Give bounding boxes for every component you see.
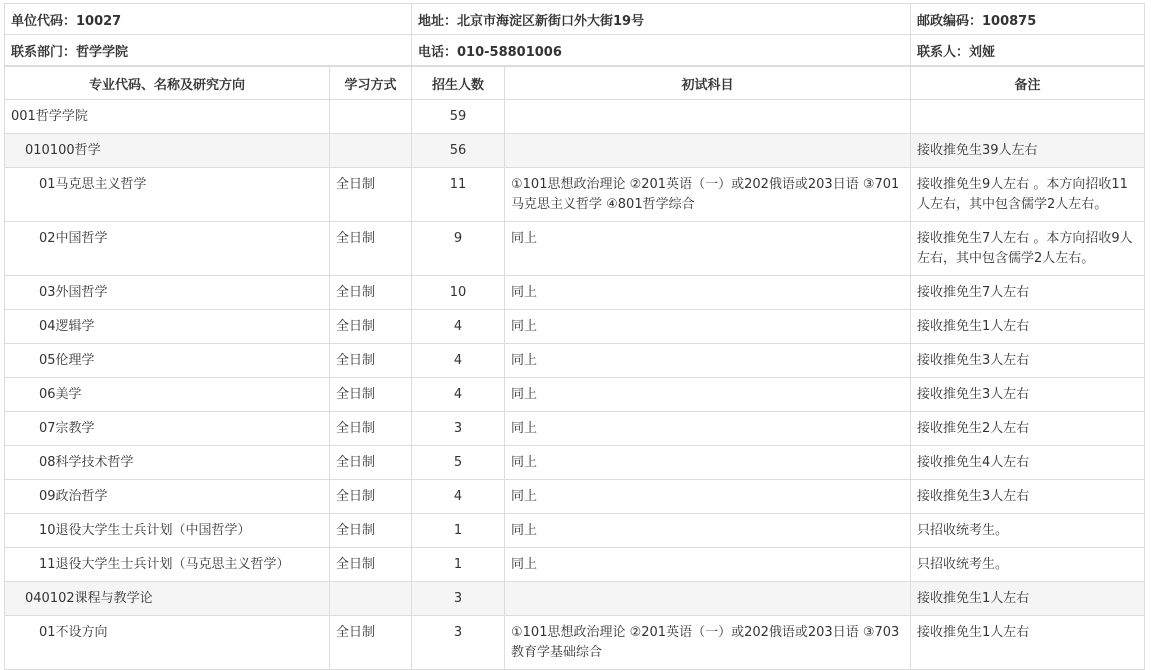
table-row: [5, 548, 1145, 582]
table-row: [5, 344, 1145, 378]
study-mode: [330, 134, 412, 168]
exam-subjects: 同上: [505, 446, 911, 480]
note: 接收推免生7人左右: [911, 276, 1145, 310]
note: 接收推免生3人左右: [911, 480, 1145, 514]
table-row: [5, 100, 1145, 134]
enrollment-count: 5: [412, 446, 505, 480]
column-header-enrollment: 招生人数: [412, 67, 505, 100]
column-header-major: 专业代码、名称及研究方向: [5, 67, 330, 100]
enrollment-count: 10: [412, 276, 505, 310]
note: 接收推免生4人左右: [911, 446, 1145, 480]
major-name: 09政治哲学: [5, 480, 330, 514]
enrollment-count: 11: [412, 168, 505, 222]
study-mode: [330, 582, 412, 616]
major-name: 03外国哲学: [5, 276, 330, 310]
exam-subjects: 同上: [505, 514, 911, 548]
admissions-document: [4, 3, 1144, 670]
table-row: [5, 582, 1145, 616]
table-row: [5, 616, 1145, 670]
exam-subjects: [505, 100, 911, 134]
exam-subjects: [505, 582, 911, 616]
enrollment-count: 4: [412, 310, 505, 344]
enrollment-count: 3: [412, 412, 505, 446]
contact-department: 联系部门：哲学学院: [5, 35, 412, 66]
enrollment-count: 4: [412, 378, 505, 412]
column-header-study-mode: 学习方式: [330, 67, 412, 100]
note: 接收推免生7人左右 。本方向招收9人左右，其中包含儒学2人左右。: [911, 222, 1145, 276]
major-name: 10退役大学生士兵计划（中国哲学）: [5, 514, 330, 548]
enrollment-count: 4: [412, 344, 505, 378]
table-row: [5, 222, 1145, 276]
major-name: 11退役大学生士兵计划（马克思主义哲学）: [5, 548, 330, 582]
exam-subjects: 同上: [505, 222, 911, 276]
study-mode: 全日制: [330, 378, 412, 412]
contact-person: 联系人：刘娅: [911, 35, 1145, 66]
study-mode: 全日制: [330, 514, 412, 548]
major-name: 01不设方向: [5, 616, 330, 670]
table-row: [5, 134, 1145, 168]
study-mode: 全日制: [330, 480, 412, 514]
table-row: [5, 446, 1145, 480]
enrollment-count: 4: [412, 480, 505, 514]
note: 接收推免生1人左右: [911, 582, 1145, 616]
major-name: 001哲学学院: [5, 100, 330, 134]
exam-subjects: 同上: [505, 412, 911, 446]
exam-subjects: [505, 134, 911, 168]
exam-subjects: ①101思想政治理论 ②201英语（一）或202俄语或203日语 ③703教育学基础综合: [505, 616, 911, 670]
study-mode: [330, 100, 412, 134]
address: 地址：北京市海淀区新街口外大街19号: [412, 4, 911, 35]
phone: 电话：010-58801006: [412, 35, 911, 66]
note: [911, 100, 1145, 134]
study-mode: 全日制: [330, 446, 412, 480]
enrollment-count: 1: [412, 514, 505, 548]
program-table: [4, 66, 1145, 670]
table-row: [5, 480, 1145, 514]
table-row: [5, 168, 1145, 222]
table-row: [5, 514, 1145, 548]
enrollment-count: 1: [412, 548, 505, 582]
exam-subjects: 同上: [505, 310, 911, 344]
note: 接收推免生1人左右: [911, 310, 1145, 344]
note: 接收推免生39人左右: [911, 134, 1145, 168]
study-mode: 全日制: [330, 222, 412, 276]
unit-code: 单位代码：10027: [5, 4, 412, 35]
info-row: [5, 35, 1145, 66]
major-name: 040102课程与教学论: [5, 582, 330, 616]
table-header-row: [5, 67, 1145, 100]
table-row: [5, 276, 1145, 310]
study-mode: 全日制: [330, 548, 412, 582]
major-name: 02中国哲学: [5, 222, 330, 276]
column-header-notes: 备注: [911, 67, 1145, 100]
enrollment-count: 3: [412, 616, 505, 670]
exam-subjects: ①101思想政治理论 ②201英语（一）或202俄语或203日语 ③701马克思主义哲学 ④801哲学综合: [505, 168, 911, 222]
enrollment-count: 3: [412, 582, 505, 616]
study-mode: 全日制: [330, 616, 412, 670]
note: 只招收统考生。: [911, 514, 1145, 548]
table-row: [5, 378, 1145, 412]
note: 接收推免生3人左右: [911, 378, 1145, 412]
column-header-exam-subjects: 初试科目: [505, 67, 911, 100]
exam-subjects: 同上: [505, 276, 911, 310]
enrollment-count: 56: [412, 134, 505, 168]
exam-subjects: 同上: [505, 480, 911, 514]
table-row: [5, 310, 1145, 344]
note: 接收推免生1人左右: [911, 616, 1145, 670]
major-name: 08科学技术哲学: [5, 446, 330, 480]
postcode: 邮政编码：100875: [911, 4, 1145, 35]
major-name: 01马克思主义哲学: [5, 168, 330, 222]
exam-subjects: 同上: [505, 344, 911, 378]
enrollment-count: 9: [412, 222, 505, 276]
study-mode: 全日制: [330, 412, 412, 446]
study-mode: 全日制: [330, 344, 412, 378]
note: 接收推免生2人左右: [911, 412, 1145, 446]
info-row: [5, 4, 1145, 35]
enrollment-count: 59: [412, 100, 505, 134]
note: 接收推免生3人左右: [911, 344, 1145, 378]
note: 只招收统考生。: [911, 548, 1145, 582]
study-mode: 全日制: [330, 310, 412, 344]
major-name: 010100哲学: [5, 134, 330, 168]
study-mode: 全日制: [330, 276, 412, 310]
table-row: [5, 412, 1145, 446]
major-name: 06美学: [5, 378, 330, 412]
major-name: 04逻辑学: [5, 310, 330, 344]
study-mode: 全日制: [330, 168, 412, 222]
major-name: 05伦理学: [5, 344, 330, 378]
major-name: 07宗教学: [5, 412, 330, 446]
exam-subjects: 同上: [505, 548, 911, 582]
exam-subjects: 同上: [505, 378, 911, 412]
note: 接收推免生9人左右 。本方向招收11人左右，其中包含儒学2人左右。: [911, 168, 1145, 222]
info-table: [4, 3, 1145, 66]
